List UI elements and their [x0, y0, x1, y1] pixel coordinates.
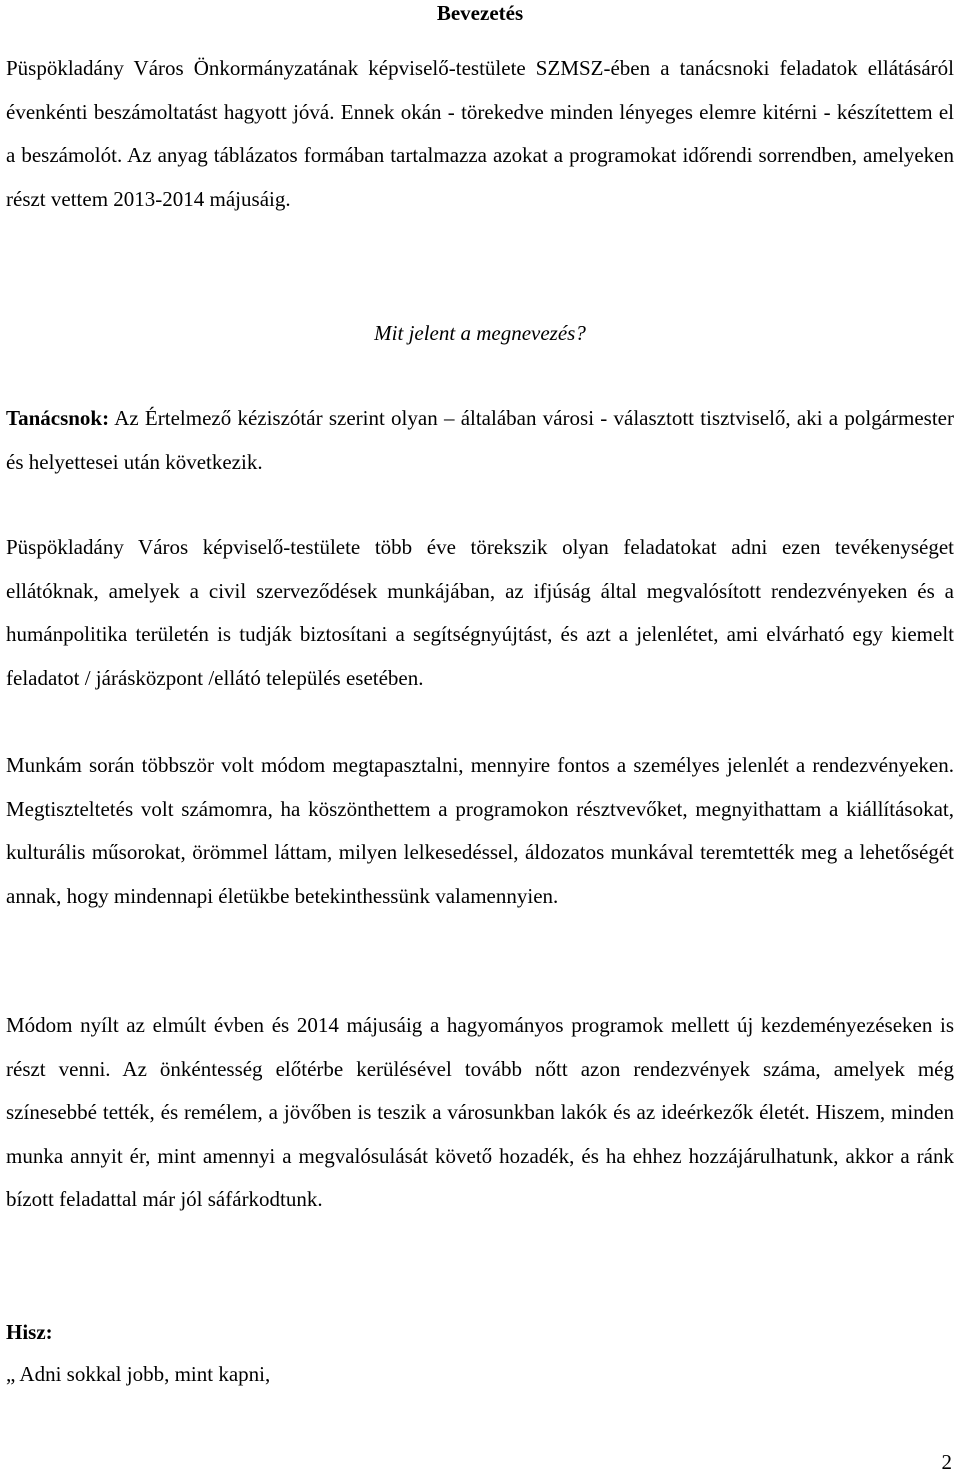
- paragraph-3: Munkám során többször volt módom megtapasztalni, mennyire fontos a személyes jelenlét a rendezvényeken. Megtiszteltetés volt számomra, ha köszönthettem a programokon résztvevőket, megnyithattam a kiállításokat, kulturális műsorokat, örömmel láttam, milyen lelkesedéssel, áldozatos munkával teremtették meg a lehetőségét annak, hogy mindennapi életükbe betekinthessünk valamennyien.: [6, 753, 954, 908]
- document-title: Bevezetés: [436, 1, 524, 25]
- definition-text: Az Értelmező kéziszótár szerint olyan – általában városi - választott tisztviselő, aki a polgármester és helyettesei után következik.: [6, 406, 954, 474]
- quote-line: „ Adni sokkal jobb, mint kapni,: [6, 1362, 271, 1386]
- definition-paragraph: [6, 397, 954, 484]
- paragraph-4: Módom nyílt az elmúlt évben és 2014 májusáig a hagyományos programok mellett új kezdeményezéseken is részt venni. Az önkéntesség előtérbe kerülésével tovább nőtt azon rendezvények száma, amelyek még színesebbé tették, és remélem, a jövőben is teszik a városunkban lakók és az ideérkezők életét. Hiszem, minden munka annyit ér, mint amennyi a megvalósulását követő hozadék, és ha ehhez hozzájárulhatunk, akkor a ránk bízott feladattal már jól sáfárkodtunk.: [6, 1013, 954, 1211]
- page-number: 2: [941, 1450, 952, 1474]
- section-subtitle: Mit jelent a megnevezés?: [374, 321, 586, 345]
- definition-term: Tanácsnok:: [6, 406, 110, 430]
- document-page: [6, 0, 954, 1480]
- belief-label: Hisz:: [6, 1320, 53, 1344]
- intro-paragraph: Püspökladány Város Önkormányzatának képviselő-testülete SZMSZ-ében a tanácsnoki feladatok ellátásáról évenkénti beszámoltatást hagyott jóvá. Ennek okán - törekedve minden lényeges elemre kitérni - készítettem el a beszámolót. Az anyag táblázatos formában tartalmazza azokat a programokat időrendi sorrendben, amelyeken részt vettem 2013-2014 májusáig.: [6, 56, 954, 211]
- paragraph-2: Püspökladány Város képviselő-testülete több éve törekszik olyan feladatokat adni ezen tevékenységet ellátóknak, amelyek a civil szerveződések munkájában, az ifjúság által megvalósított rendezvényeken és a humánpolitika területén is tudják biztosítani a segítségnyújtást, és azt a jelenlétet, ami elvárható egy kiemelt feladatot / járásközpont /ellátó település esetében.: [6, 535, 954, 690]
